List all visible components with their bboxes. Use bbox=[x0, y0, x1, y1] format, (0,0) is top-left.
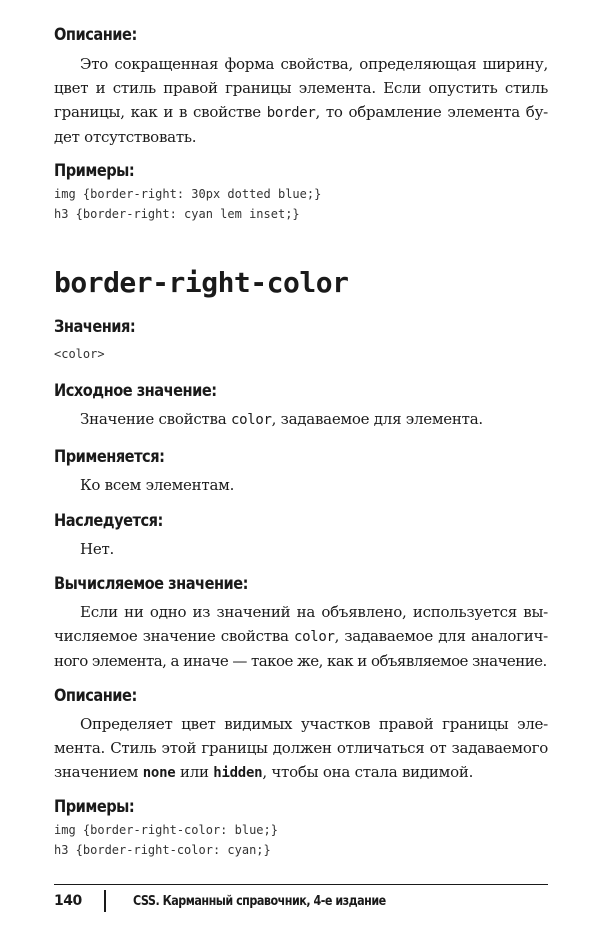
page-number: 140 bbox=[54, 893, 82, 909]
values-wrap bbox=[54, 344, 548, 364]
examples-heading: Примеры: bbox=[54, 797, 135, 817]
inherited-text-wrap bbox=[54, 538, 548, 560]
code-line: img {border-right: 30px dotted blue;} bbox=[54, 187, 322, 201]
inline-code: color bbox=[293, 629, 335, 645]
examples-heading-top bbox=[54, 160, 548, 182]
examples-heading-wrap bbox=[54, 796, 548, 818]
inherited-heading: Наследуется: bbox=[54, 511, 163, 531]
code-line: h3 {border-right-color: cyan;} bbox=[54, 843, 271, 857]
examples-code-top bbox=[54, 184, 548, 224]
text-line: Это сокращенная форма свойства, определяющая ширину, bbox=[80, 55, 548, 73]
values-code: <color> bbox=[54, 347, 105, 361]
footer-divider bbox=[54, 884, 548, 885]
computed-heading: Вычисляемое значение: bbox=[54, 574, 249, 594]
inline-code: hidden bbox=[213, 765, 263, 781]
description-paragraph-top bbox=[54, 52, 548, 149]
computed-heading-wrap bbox=[54, 573, 548, 595]
property-title-wrap bbox=[54, 266, 548, 300]
description-heading: Описание: bbox=[54, 686, 137, 706]
footer-separator bbox=[104, 890, 106, 912]
code-line: h3 {border-right: cyan lem inset;} bbox=[54, 207, 300, 221]
examples-code bbox=[54, 820, 548, 860]
text-line: цвет и стиль правой границы элемента. Если опустить стиль bbox=[54, 79, 548, 97]
initial-text-wrap bbox=[54, 408, 548, 431]
property-title: border-right-color bbox=[54, 266, 349, 299]
initial-heading-wrap bbox=[54, 380, 548, 402]
text-line: дет отсутствовать. bbox=[54, 128, 197, 146]
text-line: числяемое значение свойства color, задаваемое для аналогич- bbox=[54, 627, 549, 645]
applies-heading: Применяется: bbox=[54, 447, 165, 467]
section-heading: Описание: bbox=[54, 25, 137, 45]
description-paragraph bbox=[54, 712, 548, 785]
text-line: границы, как и в свойстве border, то обрамление элемента бу- bbox=[54, 103, 548, 121]
text-line: Если ни одно из значений на объявлено, используется вы- bbox=[80, 603, 548, 621]
initial-heading: Исходное значение: bbox=[54, 381, 217, 401]
description-heading-top bbox=[54, 24, 548, 46]
applies-heading-wrap bbox=[54, 446, 548, 468]
text-line: значением none или hidden, чтобы она стала видимой. bbox=[54, 763, 474, 781]
inline-code: border bbox=[266, 105, 316, 121]
inline-code: color bbox=[230, 412, 272, 428]
inherited-heading-wrap bbox=[54, 510, 548, 532]
text-line: мента. Стиль этой границы должен отличаться от задаваемого bbox=[54, 739, 548, 757]
text-line: Определяет цвет видимых участков правой границы эле- bbox=[80, 715, 548, 733]
code-line: img {border-right-color: blue;} bbox=[54, 823, 278, 837]
section-heading: Примеры: bbox=[54, 161, 135, 181]
initial-text: Значение свойства color, задаваемое для элемента. bbox=[80, 410, 483, 428]
inline-code: none bbox=[142, 765, 176, 781]
applies-text: Ко всем элементам. bbox=[80, 476, 235, 494]
description-heading-wrap bbox=[54, 685, 548, 707]
book-title: CSS. Карманный справочник, 4-е издание bbox=[133, 894, 386, 909]
values-heading-wrap bbox=[54, 316, 548, 338]
computed-paragraph bbox=[54, 600, 548, 673]
applies-text-wrap bbox=[54, 474, 548, 496]
inherited-text: Нет. bbox=[80, 540, 115, 558]
page bbox=[54, 0, 548, 941]
values-heading: Значения: bbox=[54, 317, 136, 337]
text-line: ного элемента, а иначе — такое же, как и объявляемое значение. bbox=[54, 652, 547, 670]
